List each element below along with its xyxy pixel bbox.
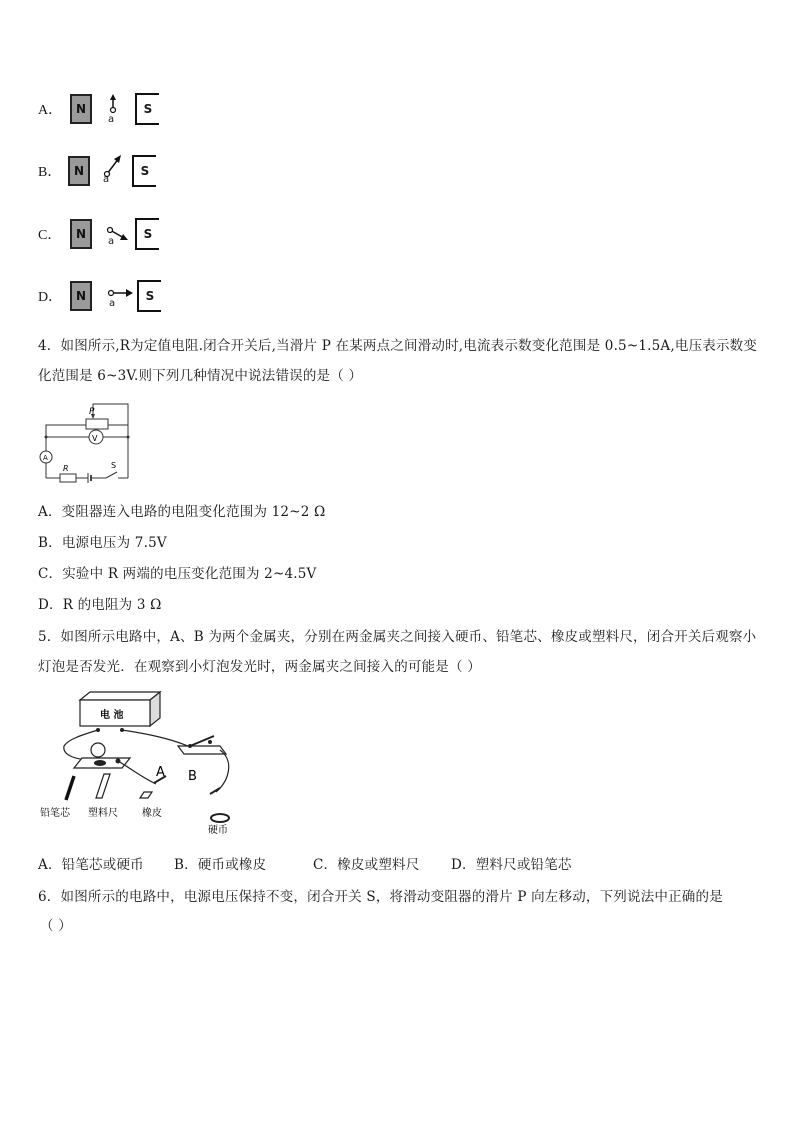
pencil-lead-icon: [66, 776, 74, 800]
item-label-eraser: 橡皮: [142, 808, 162, 819]
item-label-pencil: 铅笔芯: [40, 808, 70, 819]
bulb-icon: [91, 743, 105, 757]
magnet-s-pole: S: [132, 155, 156, 187]
option-label: C．: [38, 228, 62, 243]
needle-label: a: [109, 298, 116, 309]
switch-label: S: [111, 461, 117, 470]
magnet-s-pole: S: [135, 218, 159, 250]
q5-option-b: B．硬币或橡皮: [174, 857, 267, 873]
magnet-n-pole: N: [70, 281, 92, 311]
option-label: B．: [38, 165, 62, 180]
item-label-ruler: 塑料尺: [88, 808, 118, 819]
voltmeter-label: V: [92, 434, 98, 443]
q4-option-c: C．实验中 R 两端的电压变化范围为 2~4.5V: [38, 566, 317, 582]
needle-label: a: [108, 114, 115, 125]
magnet-s-pole: S: [137, 280, 161, 312]
resistor-label: R: [63, 464, 69, 473]
magnet-n-pole: N: [70, 219, 92, 249]
switch-icon: [106, 472, 117, 478]
needle-label: a: [108, 236, 115, 247]
coin-icon: [211, 814, 229, 822]
q6-stem-line-2: （ ）: [40, 918, 72, 934]
clip-b-icon: [210, 788, 220, 794]
option-label: D．: [38, 290, 63, 305]
q4-stem-line-2: 化范围是 6~3V.则下列几种情况中说法错误的是（ ）: [38, 368, 363, 384]
clip-b-label: B: [188, 769, 197, 784]
clip-a-label: A: [156, 765, 165, 780]
plastic-ruler-icon: [96, 774, 110, 798]
battery-label: 电 池: [100, 710, 124, 721]
eraser-icon: [140, 792, 152, 798]
item-label-coin: 硬币: [208, 825, 228, 836]
q5-option-a: A．铅笔芯或硬币: [38, 857, 144, 873]
q5-stem-line-1: 5．如图所示电路中，A、B 为两个金属夹，分别在两金属夹之间接入硬币、铅笔芯、橡皮或塑料尺，闭合开关后观察小: [38, 629, 757, 645]
q4-option-a: A．变阻器连入电路的电阻变化范围为 12~2 Ω: [38, 504, 326, 520]
resistor-icon: [60, 474, 76, 482]
q5-option-d: D．塑料尺或铅笔芯: [451, 857, 572, 873]
q5-stem-line-2: 灯泡是否发光．在观察到小灯泡发光时，两金属夹之间接入的可能是（ ）: [38, 659, 481, 675]
q4-option-b: B．电源电压为 7.5V: [38, 535, 167, 551]
q6-stem-line-1: 6．如图所示的电路中，电源电压保持不变，闭合开关 S，将滑动变阻器的滑片 P 向左移动，下列说法中正确的是: [38, 889, 723, 905]
magnet-s-pole: S: [135, 93, 159, 125]
q4-stem-line-1: 4．如图所示,R为定值电阻.闭合开关后,当滑片 P 在某两点之间滑动时,电流表示数变化范围是 0.5~1.5A,电压表示数变: [38, 338, 758, 354]
ammeter-label: A: [43, 454, 48, 462]
slider-p-label: P: [89, 407, 95, 417]
magnet-n-pole: N: [70, 94, 92, 124]
q5-circuit-figure: [38, 688, 248, 838]
needle-label: a: [103, 174, 110, 185]
magnet-n-pole: N: [68, 156, 90, 186]
q4-circuit-diagram: [38, 400, 138, 485]
q4-option-d: D．R 的电阻为 3 Ω: [38, 597, 162, 613]
option-label: A．: [38, 103, 63, 118]
q5-option-c: C．橡皮或塑料尺: [313, 857, 420, 873]
